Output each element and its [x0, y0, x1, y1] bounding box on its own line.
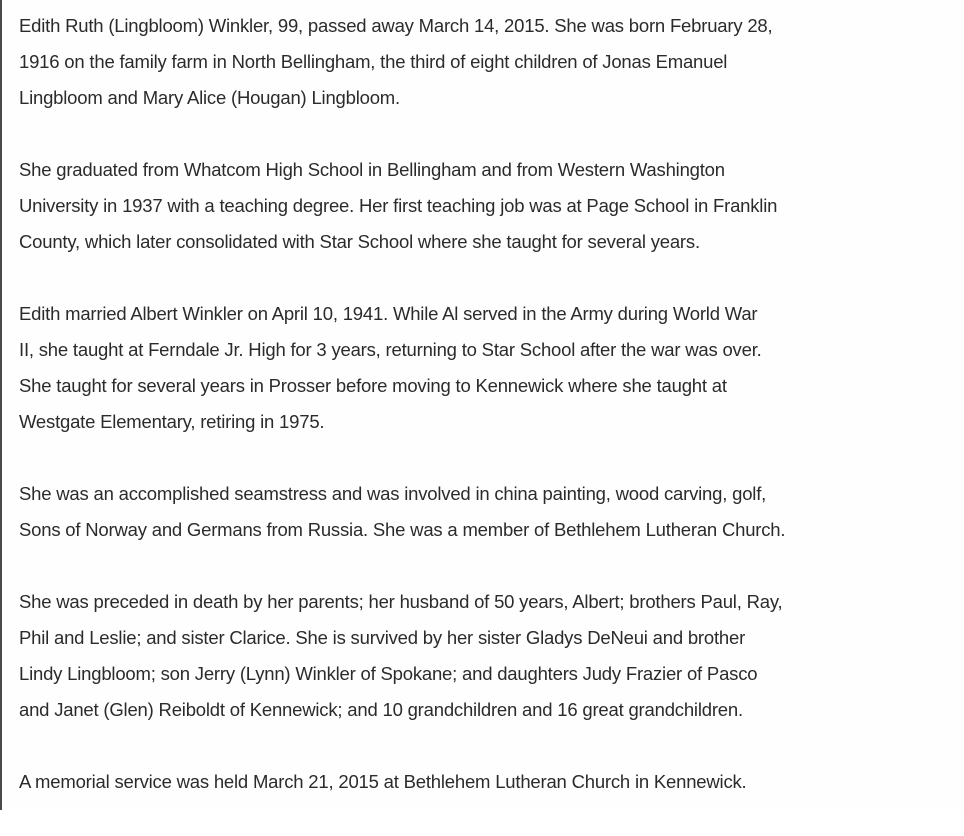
text-line: Edith married Albert Winkler on April 10, 1941. While Al served in the Army during World War	[19, 303, 758, 324]
text-line: Lindy Lingbloom; son Jerry (Lynn) Winkler of Spokane; and daughters Judy Frazier of Pasco	[19, 663, 758, 684]
text-line: Lingbloom and Mary Alice (Hougan) Lingbloom.	[19, 87, 400, 108]
paragraph-education	[19, 152, 959, 260]
text-line: Westgate Elementary, retiring in 1975.	[19, 411, 325, 432]
text-line: She was preceded in death by her parents; her husband of 50 years, Albert; brothers Paul, Ray,	[19, 591, 783, 612]
text-line: She was an accomplished seamstress and was involved in china painting, wood carving, golf,	[19, 483, 767, 504]
text-line: A memorial service was held March 21, 2015 at Bethlehem Lutheran Church in Kennewick.	[19, 771, 747, 792]
paragraph-memorial	[19, 764, 959, 800]
text-line: Sons of Norway and Germans from Russia. She was a member of Bethlehem Lutheran Church.	[19, 519, 786, 540]
obituary-text	[19, 8, 959, 836]
text-line: County, which later consolidated with Star School where she taught for several years.	[19, 231, 700, 252]
text-line: She taught for several years in Prosser before moving to Kennewick where she taught at	[19, 375, 727, 396]
text-line: University in 1937 with a teaching degree. Her first teaching job was at Page School in Franklin	[19, 195, 778, 216]
paragraph-family	[19, 584, 959, 728]
text-line: Edith Ruth (Lingbloom) Winkler, 99, passed away March 14, 2015. She was born February 28,	[19, 15, 773, 36]
text-line: II, she taught at Ferndale Jr. High for 3 years, returning to Star School after the war was over.	[19, 339, 762, 360]
paragraph-marriage-career	[19, 296, 959, 440]
paragraph-hobbies	[19, 476, 959, 548]
text-line: She graduated from Whatcom High School in Bellingham and from Western Washington	[19, 159, 725, 180]
text-line: Phil and Leslie; and sister Clarice. She is survived by her sister Gladys DeNeui and brother	[19, 627, 746, 648]
text-line: 1916 on the family farm in North Bellingham, the third of eight children of Jonas Emanuel	[19, 51, 728, 72]
paragraph-birth	[19, 8, 959, 116]
text-line: and Janet (Glen) Reiboldt of Kennewick; and 10 grandchildren and 16 great grandchildren.	[19, 699, 743, 720]
